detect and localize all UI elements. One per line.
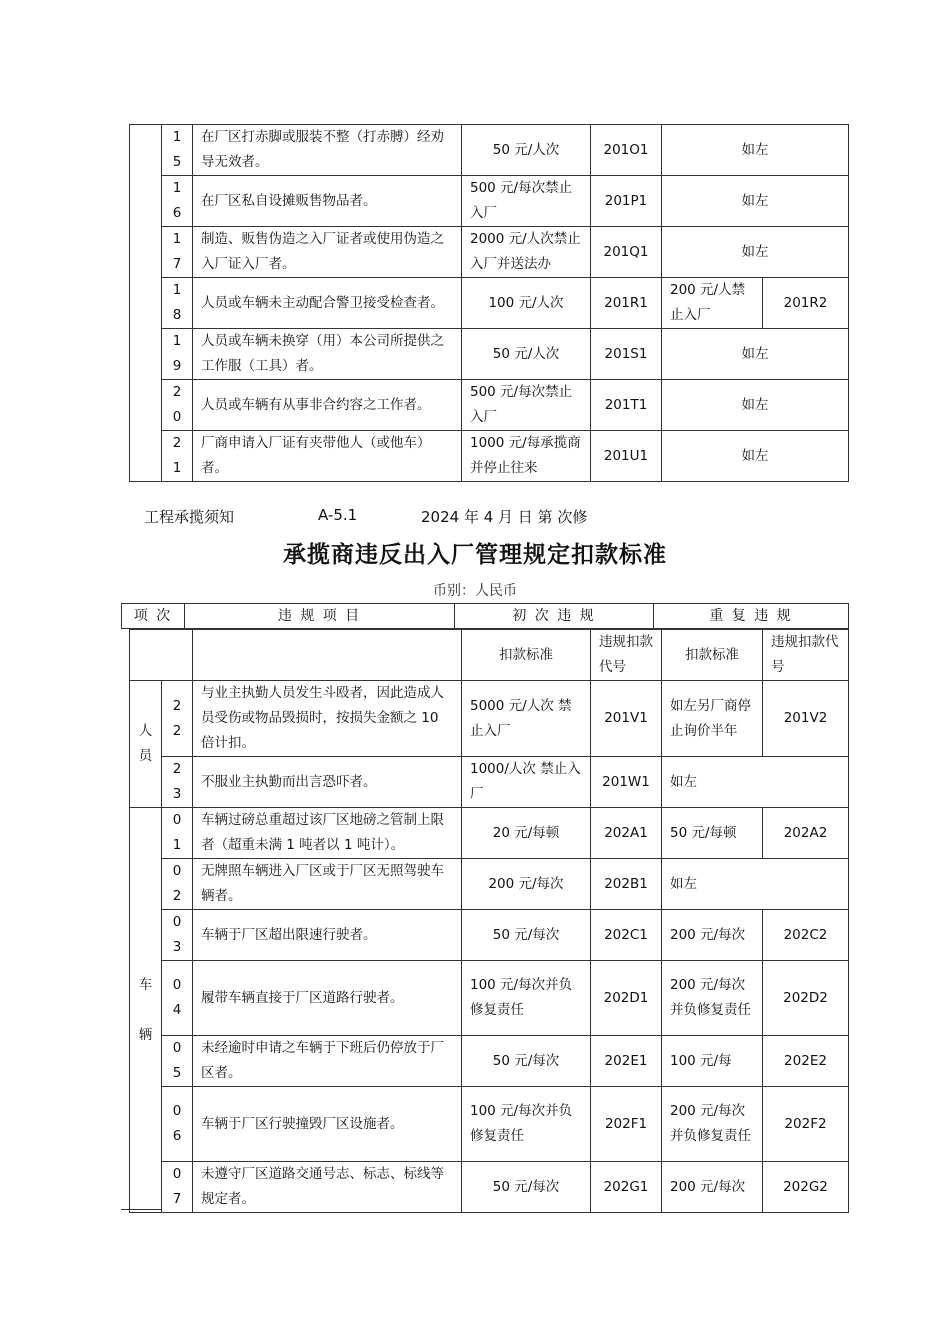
first-code: 202D1 (591, 961, 662, 1036)
item-number: 2 1 (162, 431, 193, 482)
violation-item: 人员或车辆未主动配合警卫接受检查者。 (193, 278, 462, 329)
item-number: 1 7 (162, 227, 193, 278)
subheader-std: 扣款标准 (462, 630, 591, 681)
item-number: 0 3 (162, 910, 193, 961)
first-standard: 1000 元/每承揽商并停止往来 (462, 431, 591, 482)
repeat-code: 202F2 (763, 1087, 849, 1162)
section-blank (130, 125, 162, 482)
repeat-standard: 200 元/每次并负修复责任 (662, 961, 763, 1036)
item-number: 0 6 (162, 1087, 193, 1162)
violation-item: 在厂区打赤脚或服装不整（打赤膊）经劝导无效者。 (193, 125, 462, 176)
item-number: 1 8 (162, 278, 193, 329)
table-row (130, 859, 849, 910)
item-number: 0 7 (162, 1162, 193, 1213)
continuation-table-body (130, 125, 849, 482)
first-code: 202F1 (591, 1087, 662, 1162)
first-standard: 5000 元/人次 禁止入厂 (462, 681, 591, 757)
repeat-code: 202C2 (763, 910, 849, 961)
bottom-rule (121, 1209, 161, 1210)
header-violation: 违 规 项 目 (185, 604, 455, 629)
item-number: 2 0 (162, 380, 193, 431)
first-standard: 100 元/每次并负修复责任 (462, 961, 591, 1036)
violation-item: 人员或车辆未换穿（用）本公司所提供之工作服（工具）者。 (193, 329, 462, 380)
subheader-blank (130, 630, 193, 681)
repeat-standard: 200 元/每次并负修复责任 (662, 1087, 763, 1162)
currency-label: 币别：人民币 (433, 583, 517, 599)
table-row (130, 910, 849, 961)
item-number: 2 3 (162, 757, 193, 808)
violation-item: 车辆于厂区超出限速行驶者。 (193, 910, 462, 961)
repeat-standard: 200 元/每次 (662, 1162, 763, 1213)
violation-item: 与业主执勤人员发生斗殴者，因此造成人员受伤或物品毁损时，按损失金额之 10 倍计扣。 (193, 681, 462, 757)
violation-item: 人员或车辆有从事非合约容之工作者。 (193, 380, 462, 431)
table-row (130, 1036, 849, 1087)
item-number: 0 2 (162, 859, 193, 910)
first-standard: 500 元/每次禁止入厂 (462, 176, 591, 227)
item-number: 2 2 (162, 681, 193, 757)
table-row (130, 808, 849, 859)
table-row (130, 1087, 849, 1162)
violation-item: 未经逾时申请之车辆于下班后仍停放于厂区者。 (193, 1036, 462, 1087)
first-code: 201S1 (591, 329, 662, 380)
table-row (130, 176, 849, 227)
table-row (130, 1162, 849, 1213)
repeat-same-as-left: 如左 (662, 431, 849, 482)
subheader-code: 违规扣款代号 (591, 630, 662, 681)
item-number: 1 6 (162, 176, 193, 227)
first-standard: 50 元/人次 (462, 329, 591, 380)
first-standard: 50 元/人次 (462, 125, 591, 176)
header-repeat: 重 复 违 规 (654, 604, 849, 629)
repeat-code: 202G2 (763, 1162, 849, 1213)
repeat-same-as-left: 如左 (662, 227, 849, 278)
repeat-same-as-left: 如左 (662, 329, 849, 380)
first-code: 201Q1 (591, 227, 662, 278)
first-standard: 50 元/每次 (462, 1036, 591, 1087)
repeat-standard: 200 元/人禁止入厂 (662, 278, 763, 329)
violation-item: 厂商申请入厂证有夹带他人（或他车）者。 (193, 431, 462, 482)
repeat-code: 201R2 (763, 278, 849, 329)
penalty-table-body (130, 630, 849, 1213)
table-row (130, 125, 849, 176)
first-standard: 20 元/每顿 (462, 808, 591, 859)
subheader-std2: 扣款标准 (662, 630, 763, 681)
table-row (130, 961, 849, 1036)
group-personnel: 人 员 (130, 681, 162, 808)
doc-name: 工程承揽须知 (144, 508, 235, 526)
penalty-table (129, 629, 849, 1213)
first-standard: 50 元/每次 (462, 1162, 591, 1213)
repeat-standard: 如左另厂商停止询价半年 (662, 681, 763, 757)
group-vehicle: 车 辆 (130, 808, 162, 1213)
violation-item: 不服业主执勤而出言恐吓者。 (193, 757, 462, 808)
first-code: 201T1 (591, 380, 662, 431)
repeat-code: 202E2 (763, 1036, 849, 1087)
first-standard: 2000 元/人次禁止入厂并送法办 (462, 227, 591, 278)
header-first: 初 次 违 规 (455, 604, 654, 629)
violation-item: 车辆于厂区行驶撞毁厂区设施者。 (193, 1087, 462, 1162)
subheader-code2: 违规扣款代号 (763, 630, 849, 681)
repeat-code: 202A2 (763, 808, 849, 859)
first-standard: 100 元/每次并负修复责任 (462, 1087, 591, 1162)
first-code: 201R1 (591, 278, 662, 329)
item-number: 0 5 (162, 1036, 193, 1087)
first-standard: 1000/人次 禁止入厂 (462, 757, 591, 808)
first-code: 202E1 (591, 1036, 662, 1087)
item-number: 0 4 (162, 961, 193, 1036)
table-header (121, 603, 849, 629)
repeat-standard: 100 元/每 (662, 1036, 763, 1087)
item-number: 1 5 (162, 125, 193, 176)
repeat-same-as-left: 如左 (662, 176, 849, 227)
violation-item: 履带车辆直接于厂区道路行驶者。 (193, 961, 462, 1036)
table-row (130, 681, 849, 757)
first-code: 202A1 (591, 808, 662, 859)
first-code: 201W1 (591, 757, 662, 808)
violation-item: 制造、贩售伪造之入厂证者或使用伪造之入厂证入厂者。 (193, 227, 462, 278)
first-standard: 200 元/每次 (462, 859, 591, 910)
first-code: 202C1 (591, 910, 662, 961)
repeat-same-as-left: 如左 (662, 757, 849, 808)
first-standard: 500 元/每次禁止入厂 (462, 380, 591, 431)
header-item-no: 项 次 (122, 604, 185, 629)
continuation-table (129, 124, 849, 482)
first-code: 201O1 (591, 125, 662, 176)
table-row (130, 278, 849, 329)
first-code: 201U1 (591, 431, 662, 482)
item-number: 0 1 (162, 808, 193, 859)
page-title: 承揽商违反出入厂管理规定扣款标准 (283, 542, 667, 568)
repeat-standard: 200 元/每次 (662, 910, 763, 961)
repeat-code: 202D2 (763, 961, 849, 1036)
repeat-same-as-left: 如左 (662, 125, 849, 176)
repeat-standard: 50 元/每顿 (662, 808, 763, 859)
first-code: 202B1 (591, 859, 662, 910)
subheader-row (130, 630, 849, 681)
table-row (130, 757, 849, 808)
table-row (130, 380, 849, 431)
first-code: 202G1 (591, 1162, 662, 1213)
table-row (130, 329, 849, 380)
item-number: 1 9 (162, 329, 193, 380)
first-standard: 100 元/人次 (462, 278, 591, 329)
first-standard: 50 元/每次 (462, 910, 591, 961)
subheader-blank (193, 630, 462, 681)
repeat-same-as-left: 如左 (662, 859, 849, 910)
doc-code: A-5.1 (318, 506, 358, 524)
repeat-code: 201V2 (763, 681, 849, 757)
first-code: 201V1 (591, 681, 662, 757)
table-row (130, 431, 849, 482)
repeat-same-as-left: 如左 (662, 380, 849, 431)
violation-item: 在厂区私自设摊贩售物品者。 (193, 176, 462, 227)
table-row (130, 227, 849, 278)
violation-item: 无牌照车辆进入厂区或于厂区无照驾驶车辆者。 (193, 859, 462, 910)
first-code: 201P1 (591, 176, 662, 227)
violation-item: 未遵守厂区道路交通号志、标志、标线等规定者。 (193, 1162, 462, 1213)
violation-item: 车辆过磅总重超过该厂区地磅之管制上限者（超重未满 1 吨者以 1 吨计）。 (193, 808, 462, 859)
doc-revision: 2024 年 4 月 日 第 次修 (421, 508, 588, 526)
